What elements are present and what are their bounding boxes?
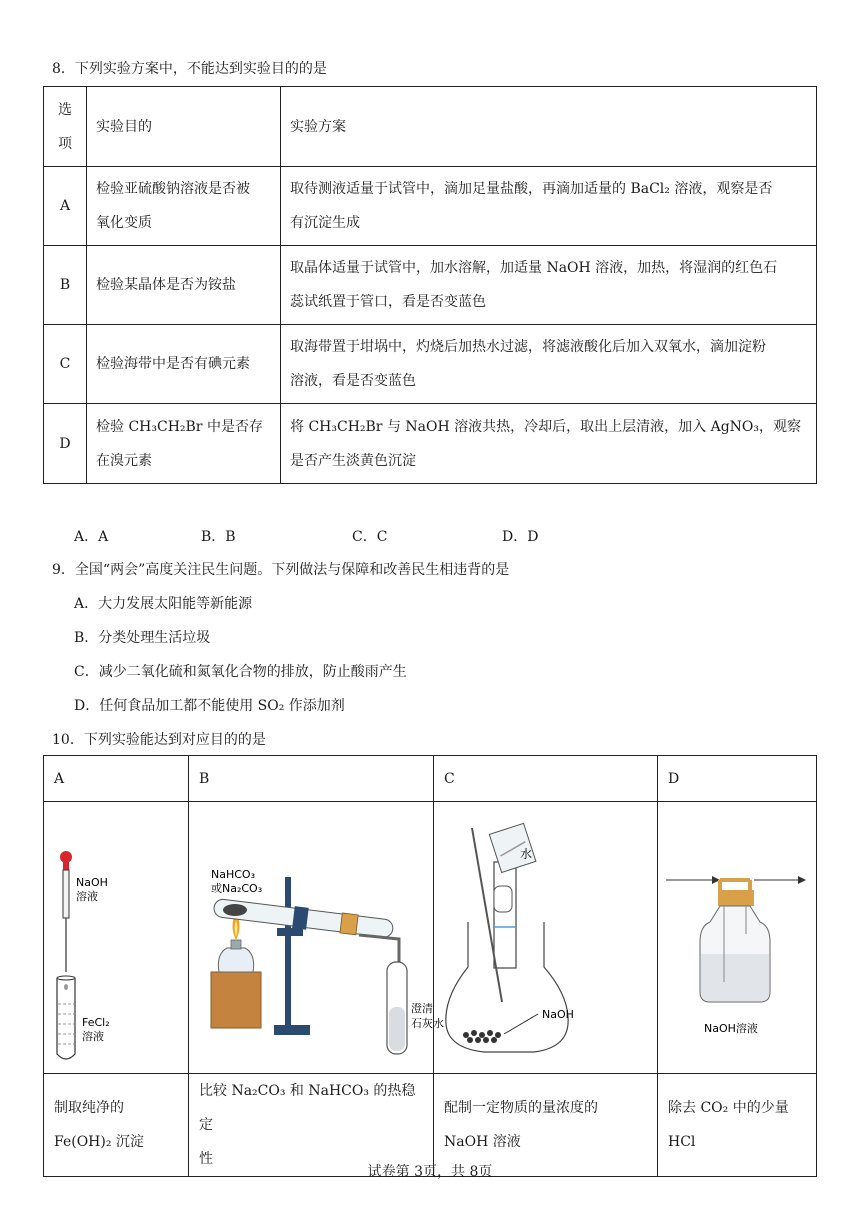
row-goal: 检验亚硫酸钠溶液是否被 氧化变质 [87, 167, 281, 246]
table-row [44, 325, 817, 404]
choice-b[interactable]: B．B [201, 529, 236, 545]
label-na2co3: 或Na₂CO₃ [211, 882, 263, 895]
q9-option-d[interactable]: D．任何食品加工都不能使用 SO₂ 作添加剂 [74, 698, 345, 714]
row-option: C [44, 325, 87, 404]
col-label-a: A [44, 756, 189, 802]
label-naoh-solid: NaOH [542, 1008, 574, 1021]
figure-b [189, 802, 444, 1074]
desc-d: 除去 CO₂ 中的少量 HCl [658, 1074, 817, 1177]
q10-header-row [44, 756, 817, 802]
row-option: A [44, 167, 87, 246]
figure-d [658, 802, 817, 1074]
choice-a[interactable]: A．A [74, 529, 109, 545]
row-plan: 取待测液适量于试管中，滴加足量盐酸，再滴加适量的 BaCl₂ 溶液，观察是否 有沉淀生成 [281, 167, 817, 246]
figure-c [434, 802, 658, 1074]
col-label-c: C [434, 756, 658, 802]
dropper-tube-figure [44, 802, 188, 1060]
choice-d[interactable]: D．D [502, 529, 539, 545]
header-option-2: 项 [58, 135, 72, 152]
volumetric-flask-figure [434, 802, 657, 1060]
row-goal: 检验某晶体是否为铵盐 [87, 246, 281, 325]
row-option: D [44, 404, 87, 484]
label-clear: 澄清 [411, 1002, 433, 1015]
desc-a: 制取纯净的 Fe(OH)₂ 沉淀 [44, 1074, 189, 1177]
choice-c[interactable]: C．C [352, 529, 388, 545]
q10-table [43, 755, 817, 1177]
q8-stem: 8．下列实验方案中，不能达到实验目的的是 [52, 61, 327, 77]
label-solution: 溶液 [76, 890, 98, 903]
label-naoh-solution: NaOH溶液 [704, 1022, 758, 1035]
col-label-b: B [189, 756, 434, 802]
header-option [44, 87, 87, 167]
q10-stem: 10．下列实验能达到对应目的的是 [52, 732, 266, 748]
figure-a [44, 802, 189, 1074]
row-goal: 检验海带中是否有碘元素 [87, 325, 281, 404]
label-naoh: NaOH [76, 876, 108, 889]
header-option-1: 选 [58, 101, 72, 118]
q10-figure-row [44, 802, 817, 1074]
row-option: B [44, 246, 87, 325]
table-row [44, 246, 817, 325]
row-plan: 将 CH₃CH₂Br 与 NaOH 溶液共热，冷却后，取出上层清液，加入 AgNO₃，观察 是否产生淡黄色沉淀 [281, 404, 817, 484]
header-plan: 实验方案 [281, 87, 817, 167]
q9-option-a[interactable]: A．大力发展太阳能等新能源 [74, 596, 253, 612]
q9-option-b[interactable]: B．分类处理生活垃圾 [74, 630, 211, 646]
row-plan: 取海带置于坩埚中，灼烧后加热水过滤，将滤液酸化后加入双氧水，滴加淀粉 溶液，看是否变蓝色 [281, 325, 817, 404]
col-label-d: D [658, 756, 817, 802]
q8-header-row [44, 87, 817, 167]
header-goal: 实验目的 [87, 87, 281, 167]
q8-table [43, 86, 817, 484]
table-row [44, 404, 817, 484]
row-goal: 检验 CH₃CH₂Br 中是否存 在溴元素 [87, 404, 281, 484]
label-limewater: 石灰水 [411, 1017, 444, 1030]
q9-option-c[interactable]: C．减少二氧化硫和氮氧化合物的排放，防止酸雨产生 [74, 664, 407, 680]
label-solution: 溶液 [82, 1030, 104, 1043]
label-nahco3: NaHCO₃ [211, 868, 255, 881]
label-fecl2: FeCl₂ [82, 1016, 110, 1029]
q9-stem: 9．全国“两会”高度关注民生问题。下列做法与保障和改善民生相违背的是 [52, 562, 510, 578]
table-row [44, 167, 817, 246]
gas-wash-bottle-figure [658, 802, 816, 1060]
row-plan: 取晶体适量于试管中，加水溶解，加适量 NaOH 溶液，加热，将湿润的红色石 蕊试纸置于管口，看是否变蓝色 [281, 246, 817, 325]
label-water: 水 [520, 847, 533, 861]
page-footer: 试卷第 3页，共 8页 [367, 1164, 493, 1180]
heating-apparatus-figure [189, 802, 444, 1060]
desc-c: 配制一定物质的量浓度的 NaOH 溶液 [434, 1074, 658, 1177]
desc-b: 比较 Na₂CO₃ 和 NaHCO₃ 的热稳定 性 [189, 1074, 434, 1177]
